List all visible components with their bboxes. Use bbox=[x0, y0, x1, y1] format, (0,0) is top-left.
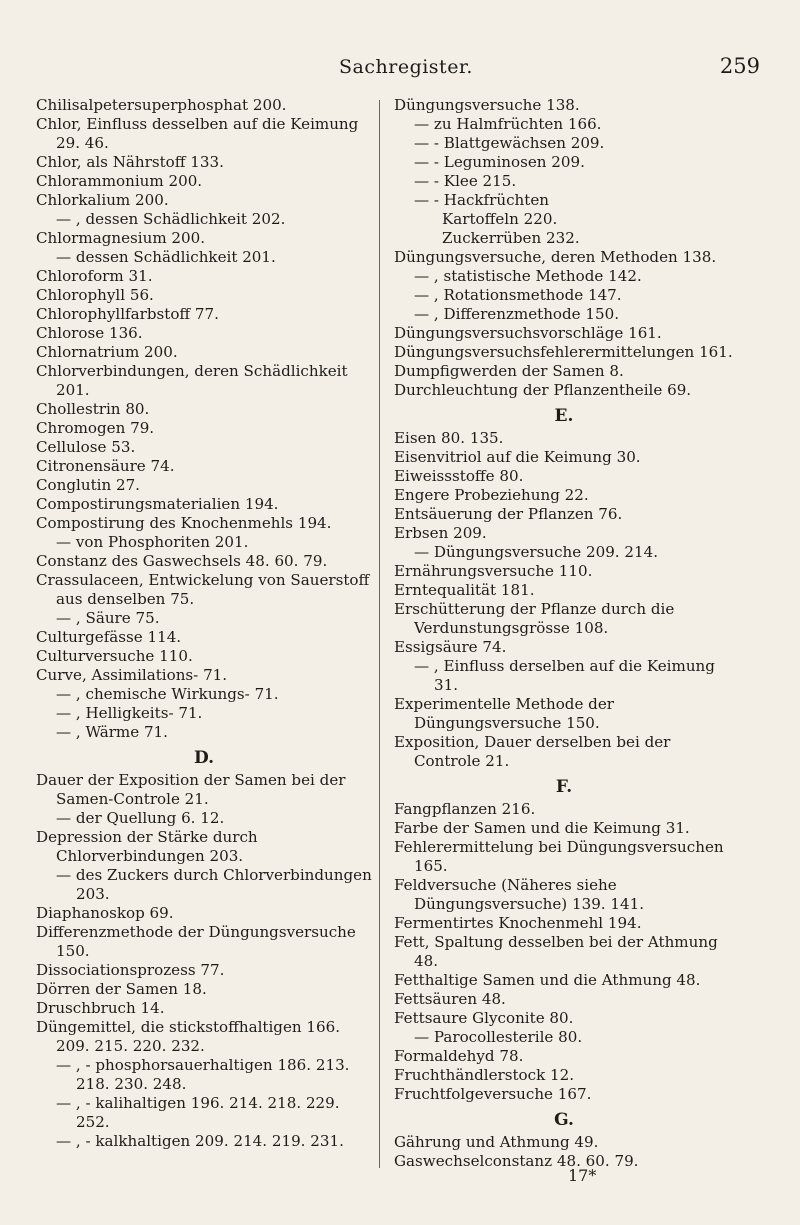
index-entry: Durchleuchtung der Pflanzentheile 69. bbox=[394, 381, 692, 399]
index-subentry: — - Klee 215. bbox=[414, 172, 517, 190]
index-entry: Constanz des Gaswechsels 48. 60. 79. bbox=[36, 552, 328, 570]
index-entry: Düngungsversuche 138. bbox=[394, 96, 580, 114]
index-entry: Chlorophyll 56. bbox=[36, 286, 154, 304]
index-subentry: — , statistische Methode 142. bbox=[414, 267, 642, 285]
index-entry: Dauer der Exposition der Samen bei der Samen-Controle 21. bbox=[36, 771, 351, 808]
page-number: 259 bbox=[719, 54, 760, 78]
index-entry: Crassulaceen, Entwickelung von Sauerstoff aus denselben 75. bbox=[36, 571, 375, 608]
index-subentry: — , - kalkhaltigen 209. 214. 219. 231. bbox=[56, 1132, 344, 1150]
index-entry: Düngungsversuchsfehlerermittelungen 161. bbox=[394, 343, 733, 361]
index-entry: Cellulose 53. bbox=[36, 438, 136, 456]
index-entry: Fruchthändlerstock 12. bbox=[394, 1066, 575, 1084]
index-entry: Chlorose 136. bbox=[36, 324, 143, 342]
index-entry: Fruchtfolgeversuche 167. bbox=[394, 1085, 592, 1103]
index-subentry: — des Zuckers durch Chlorverbindungen 203. bbox=[56, 866, 377, 903]
index-subentry: — , Differenzmethode 150. bbox=[414, 305, 620, 323]
index-subentry: — , - kalihaltigen 196. 214. 218. 229. 252. bbox=[56, 1094, 345, 1131]
section-letter: F. bbox=[555, 777, 573, 797]
index-entry: Chlor, Einfluss desselben auf die Keimung 29. 46. bbox=[36, 115, 364, 152]
index-subentry: — , Rotationsmethode 147. bbox=[414, 286, 622, 304]
index-entry: Entsäuerung der Pflanzen 76. bbox=[394, 505, 623, 523]
index-subentry: — , Wärme 71. bbox=[56, 723, 168, 741]
index-entry: Düngungsversuche, deren Methoden 138. bbox=[394, 248, 717, 266]
column-divider bbox=[379, 100, 380, 1168]
section-letter: D. bbox=[193, 748, 215, 768]
index-subentry: — - Blattgewächsen 209. bbox=[414, 134, 605, 152]
index-entry: Ernährungsversuche 110. bbox=[394, 562, 593, 580]
index-subentry: — - Hackfrüchten bbox=[414, 191, 549, 209]
index-entry: Diaphanoskop 69. bbox=[36, 904, 174, 922]
index-entry: Farbe der Samen und die Keimung 31. bbox=[394, 819, 690, 837]
index-entry: Gährung und Athmung 49. bbox=[394, 1133, 599, 1151]
index-entry: Fetthaltige Samen und die Athmung 48. bbox=[394, 971, 701, 989]
printer-signature: 17* bbox=[568, 1166, 597, 1185]
index-subentry: — der Quellung 6. 12. bbox=[56, 809, 225, 827]
index-entry: Culturversuche 110. bbox=[36, 647, 193, 665]
index-column-right bbox=[394, 96, 734, 1171]
index-subentry: — , Säure 75. bbox=[56, 609, 160, 627]
index-subentry: Zuckerrüben 232. bbox=[442, 229, 580, 247]
index-entry: Chloroform 31. bbox=[36, 267, 153, 285]
index-entry: Chlorammonium 200. bbox=[36, 172, 203, 190]
index-entry: Fettsäuren 48. bbox=[394, 990, 506, 1008]
index-entry: Erbsen 209. bbox=[394, 524, 487, 542]
index-subentry: Kartoffeln 220. bbox=[442, 210, 558, 228]
index-entry: Feldversuche (Näheres siehe Düngungsversuche) 139. 141. bbox=[394, 876, 645, 913]
index-entry: Druschbruch 14. bbox=[36, 999, 165, 1017]
index-subentry: — Düngungsversuche 209. 214. bbox=[414, 543, 659, 561]
index-entry: Chlorophyllfarbstoff 77. bbox=[36, 305, 219, 323]
index-entry: Chlorkalium 200. bbox=[36, 191, 169, 209]
index-subentry: — , Einfluss derselben auf die Keimung 31. bbox=[414, 657, 720, 694]
index-subentry: — , chemische Wirkungs- 71. bbox=[56, 685, 279, 703]
index-entry: Essigsäure 74. bbox=[394, 638, 507, 656]
section-letter: E. bbox=[554, 406, 574, 426]
index-subentry: — - Leguminosen 209. bbox=[414, 153, 585, 171]
index-entry: Eisen 80. 135. bbox=[394, 429, 504, 447]
index-entry: Düngemittel, die stickstoffhaltigen 166. 209. 215. 220. 232. bbox=[36, 1018, 345, 1055]
index-subentry: — zu Halmfrüchten 166. bbox=[414, 115, 602, 133]
index-entry: Exposition, Dauer derselben bei der Controle 21. bbox=[394, 733, 676, 770]
section-letter: G. bbox=[554, 1110, 574, 1130]
index-entry: Citronensäure 74. bbox=[36, 457, 175, 475]
index-entry: Fehlerermittelung bei Düngungsversuchen 165. bbox=[394, 838, 729, 875]
index-entry: Fangpflanzen 216. bbox=[394, 800, 536, 818]
index-entry: Fettsaure Glyconite 80. bbox=[394, 1009, 574, 1027]
index-entry: Chlornatrium 200. bbox=[36, 343, 178, 361]
index-entry: Depression der Stärke durch Chlorverbindungen 203. bbox=[36, 828, 263, 865]
index-entry: Curve, Assimilations- 71. bbox=[36, 666, 228, 684]
index-subentry: — von Phosphoriten 201. bbox=[56, 533, 249, 551]
index-entry: Chlorverbindungen, deren Schädlichkeit 201. bbox=[36, 362, 353, 399]
index-entry: Culturgefässe 114. bbox=[36, 628, 182, 646]
index-entry: Formaldehyd 78. bbox=[394, 1047, 524, 1065]
index-entry: Fett, Spaltung desselben bei der Athmung 48. bbox=[394, 933, 723, 970]
index-subentry: — , dessen Schädlichkeit 202. bbox=[56, 210, 286, 228]
index-entry: Chollestrin 80. bbox=[36, 400, 150, 418]
index-entry: Eisenvitriol auf die Keimung 30. bbox=[394, 448, 641, 466]
running-title: Sachregister. bbox=[339, 56, 473, 78]
index-entry: Dörren der Samen 18. bbox=[36, 980, 207, 998]
index-entry: Erschütterung der Pflanze durch die Verdunstungsgrösse 108. bbox=[394, 600, 680, 637]
index-subentry: — Parocollesterile 80. bbox=[414, 1028, 583, 1046]
index-column-left bbox=[36, 96, 377, 1151]
index-subentry: — , Helligkeits- 71. bbox=[56, 704, 203, 722]
index-entry: Eiweissstoffe 80. bbox=[394, 467, 524, 485]
index-entry: Fermentirtes Knochenmehl 194. bbox=[394, 914, 642, 932]
page-header bbox=[34, 52, 778, 82]
index-entry: Chlormagnesium 200. bbox=[36, 229, 206, 247]
index-entry: Dissociationsprozess 77. bbox=[36, 961, 225, 979]
index-entry: Chilisalpetersuperphosphat 200. bbox=[36, 96, 287, 114]
index-entry: Experimentelle Methode der Düngungsversuche 150. bbox=[394, 695, 619, 732]
index-entry: Differenzmethode der Düngungsversuche 150. bbox=[36, 923, 361, 960]
index-entry: Compostirungsmaterialien 194. bbox=[36, 495, 279, 513]
index-subentry: — dessen Schädlichkeit 201. bbox=[56, 248, 276, 266]
index-entry: Erntequalität 181. bbox=[394, 581, 535, 599]
index-entry: Conglutin 27. bbox=[36, 476, 140, 494]
index-entry: Dumpfigwerden der Samen 8. bbox=[394, 362, 624, 380]
index-entry: Chlor, als Nährstoff 133. bbox=[36, 153, 224, 171]
index-entry: Chromogen 79. bbox=[36, 419, 155, 437]
index-entry: Compostirung des Knochenmehls 194. bbox=[36, 514, 332, 532]
index-entry: Düngungsversuchsvorschläge 161. bbox=[394, 324, 662, 342]
index-subentry: — , - phosphorsauerhaltigen 186. 213. 218. 230. 248. bbox=[56, 1056, 355, 1093]
index-entry: Engere Probeziehung 22. bbox=[394, 486, 589, 504]
index-entry: Gaswechselconstanz 48. 60. 79. bbox=[394, 1152, 639, 1170]
